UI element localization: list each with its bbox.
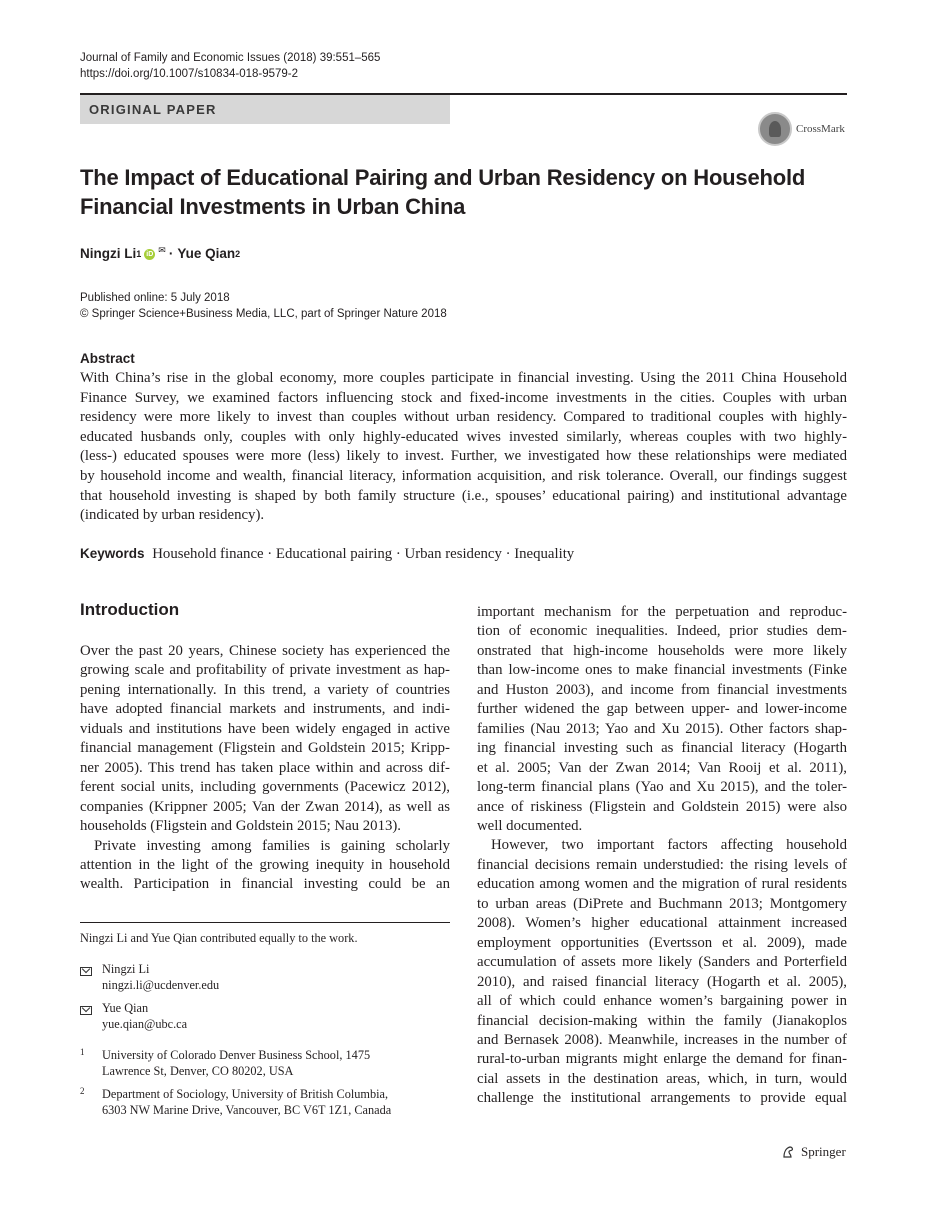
abstract-line: educated husbands only, couples with only highly-educated wives invested similarly, whereas couples with two highly- [80,428,847,445]
body-line: et al. 2005; Van der Zwan 2014; Van Rooij et al. 2011), [477,759,847,776]
envelope-icon [80,967,92,976]
affiliation-line: University of Colorado Denver Business School, 1475 [102,1048,371,1062]
title-line: The Impact of Educational Pairing and Urban Residency on Household [80,165,806,190]
keywords-label: Keywords [80,546,145,561]
body-line: further widened the gap between upper- and lower-income [477,701,847,718]
section-heading: Introduction [80,600,180,619]
body-line: employment opportunities (Evertsson et al. 2009), made [477,934,847,951]
body-line: 2008). Women’s higher educational attainment increased [477,915,847,932]
body-line: important mechanism for the perpetuation and reproduc- [477,604,847,620]
body-line: well documented. [477,817,583,834]
abstract-line: by household income and wealth, financial literacy, information acquisition, and risk tolerance. Overall, our findings suggest [80,467,847,484]
published-date: Published online: 5 July 2018 [80,292,230,304]
publisher-name: Springer [801,1144,846,1159]
affiliation-entry [80,1048,370,1079]
abstract-line: residency were more likely to invest than couples without urban residency. Compared to traditional couples with highly- [80,409,847,426]
contact-entry [80,1001,187,1032]
publisher-logo [781,1144,846,1160]
contact-name: Yue Qian [102,1001,149,1015]
body-line: households (Fligstein and Goldstein 2015; Nau 2013). [80,818,401,835]
contact-name: Ningzi Li [102,962,150,976]
doi-link[interactable]: https://doi.org/10.1007/s10834-018-9579-2 [80,68,299,80]
body-line: to urban areas (DiPrete and Buchmann 2013; Montgomery [477,895,847,912]
journal-citation: Journal of Family and Economic Issues (2018) 39:551–565 [80,52,381,64]
email-icon[interactable]: ✉ [158,245,166,255]
body-line: than low-income ones to make financial investments (Finke [477,662,847,679]
affiliation-number: 1 [80,1047,85,1057]
body-line: challenge the institutional arrangements to provide equal [477,1090,847,1107]
body-line: financial decisions remain understudied: the rising levels of [477,856,847,873]
body-line: ferent social units, including governments (Pacewicz 2012), [80,779,450,796]
body-line: long-term financial plans (Yao and Xu 2015), and the toler- [477,779,847,796]
springer-horse-icon [781,1145,795,1159]
affiliation-ref: 2 [235,249,241,259]
affiliation-line: Lawrence St, Denver, CO 80202, USA [102,1063,294,1078]
author-name[interactable]: Yue Qian [177,246,236,261]
footnote-rule [80,922,450,923]
body-line: viduals and institutions have been widely engaged in active [80,720,450,737]
crossmark-label: CrossMark [796,123,845,135]
body-column-right [477,603,847,1109]
body-line: wealth. Participation in financial investing could be an [80,876,450,893]
abstract-line: (indicated by urban residency). [80,507,265,524]
author-list [80,245,240,263]
title-line: Financial Investments in Urban China [80,194,466,219]
body-line: Over the past 20 years, Chinese society has experienced the [80,643,450,659]
body-line: 2010), and raised financial literacy (Hogarth et al. 2005), [477,973,847,990]
body-line: all of which could enhance women’s bargaining power in [477,993,847,1010]
affiliation-ref: 1 [136,249,142,259]
contact-email[interactable]: yue.qian@ubc.ca [102,1016,188,1031]
keywords [80,544,574,564]
body-line: ance of riskiness (Fligstein and Goldstein 2015) were also [477,798,847,815]
body-column-left [80,642,450,895]
abstract-line: Finance Survey, we examined factors influencing stock and fixed-income investments in the cities. Couples with urban [80,389,847,406]
body-line: ner 2005). This trend has taken place within and across dif- [80,759,450,776]
affiliation-line: 6303 NW Marine Drive, Vancouver, BC V6T 1Z1, Canada [102,1102,392,1117]
body-line: However, two important factors affecting household [491,837,847,854]
keywords-text: Household finance · Educational pairing · Urban residency · Inequality [152,546,575,562]
body-line: companies (Krippner 2005; Van der Zwan 2014), as well as [80,798,450,815]
body-line: pening internationally. In this trend, a variety of countries [80,681,450,698]
contact-entry [80,962,219,993]
affiliation-number: 2 [80,1086,85,1096]
contribution-note: Ningzi Li and Yue Qian contributed equally to the work. [80,931,358,945]
body-line: ing financial investing such as financial literacy (Hogarth [477,740,847,757]
abstract-line: With China’s rise in the global economy, more couples participate in financial investing. Using the 2011 China Household [80,370,847,386]
abstract-line: (less-) educated spouses were more (less) likely to invest. Further, we investigated how these relationships were mediated [80,448,847,465]
body-line: financial decision-making within the family (Jianakoplos [477,1012,847,1029]
body-line: rural-to-urban migrants might enlarge the demand for finan- [477,1051,847,1068]
abstract-heading: Abstract [80,351,135,366]
body-line: families (Nau 2013; Yao and Xu 2015). Other factors shap- [477,720,847,737]
author-separator: · [168,246,174,261]
envelope-icon [80,1006,92,1015]
author-name[interactable]: Ningzi Li [80,246,137,261]
body-line: onstrated that high-income households were more likely [477,642,847,659]
body-line: accumulation of assets more likely (Sanders and Porterfield [477,954,847,971]
body-line: tion of economic inequalities. Indeed, prior studies dem- [477,623,847,640]
body-line: financial management (Fligstein and Goldstein 2015; Kripp- [80,740,450,757]
abstract-body [80,369,847,526]
body-line: attention in the light of the growing inequity in household [80,856,450,873]
body-line: have adopted financial markets and instruments, and indi- [80,701,450,718]
abstract-line: that household investing is shaped by both family structure (i.e., spouses’ educational pairing) and institutional advantage [80,487,847,504]
orcid-icon[interactable]: iD [146,250,154,258]
affiliation-line: Department of Sociology, University of British Columbia, [102,1087,389,1101]
body-line: education among women and the migration of rural residents [477,876,847,893]
copyright-notice: © Springer Science+Business Media, LLC, part of Springer Nature 2018 [80,308,447,320]
crossmark-button[interactable] [758,112,845,146]
affiliation-entry [80,1087,391,1118]
body-line: Private investing among families is gaining scholarly [94,837,450,854]
body-line: growing scale and profitability of private investment as hap- [80,662,450,679]
paper-type-banner: ORIGINAL PAPER [80,95,450,124]
body-line: cial assets in the destination areas, which, in turn, would [477,1070,847,1087]
contact-email[interactable]: ningzi.li@ucdenver.edu [102,977,220,992]
crossmark-icon [758,112,792,146]
body-line: and Huston 2003), and income from financial investments [477,681,847,698]
body-line: and Bernasek 2008). Meanwhile, increases in the number of [477,1031,847,1048]
article-title [80,163,840,221]
